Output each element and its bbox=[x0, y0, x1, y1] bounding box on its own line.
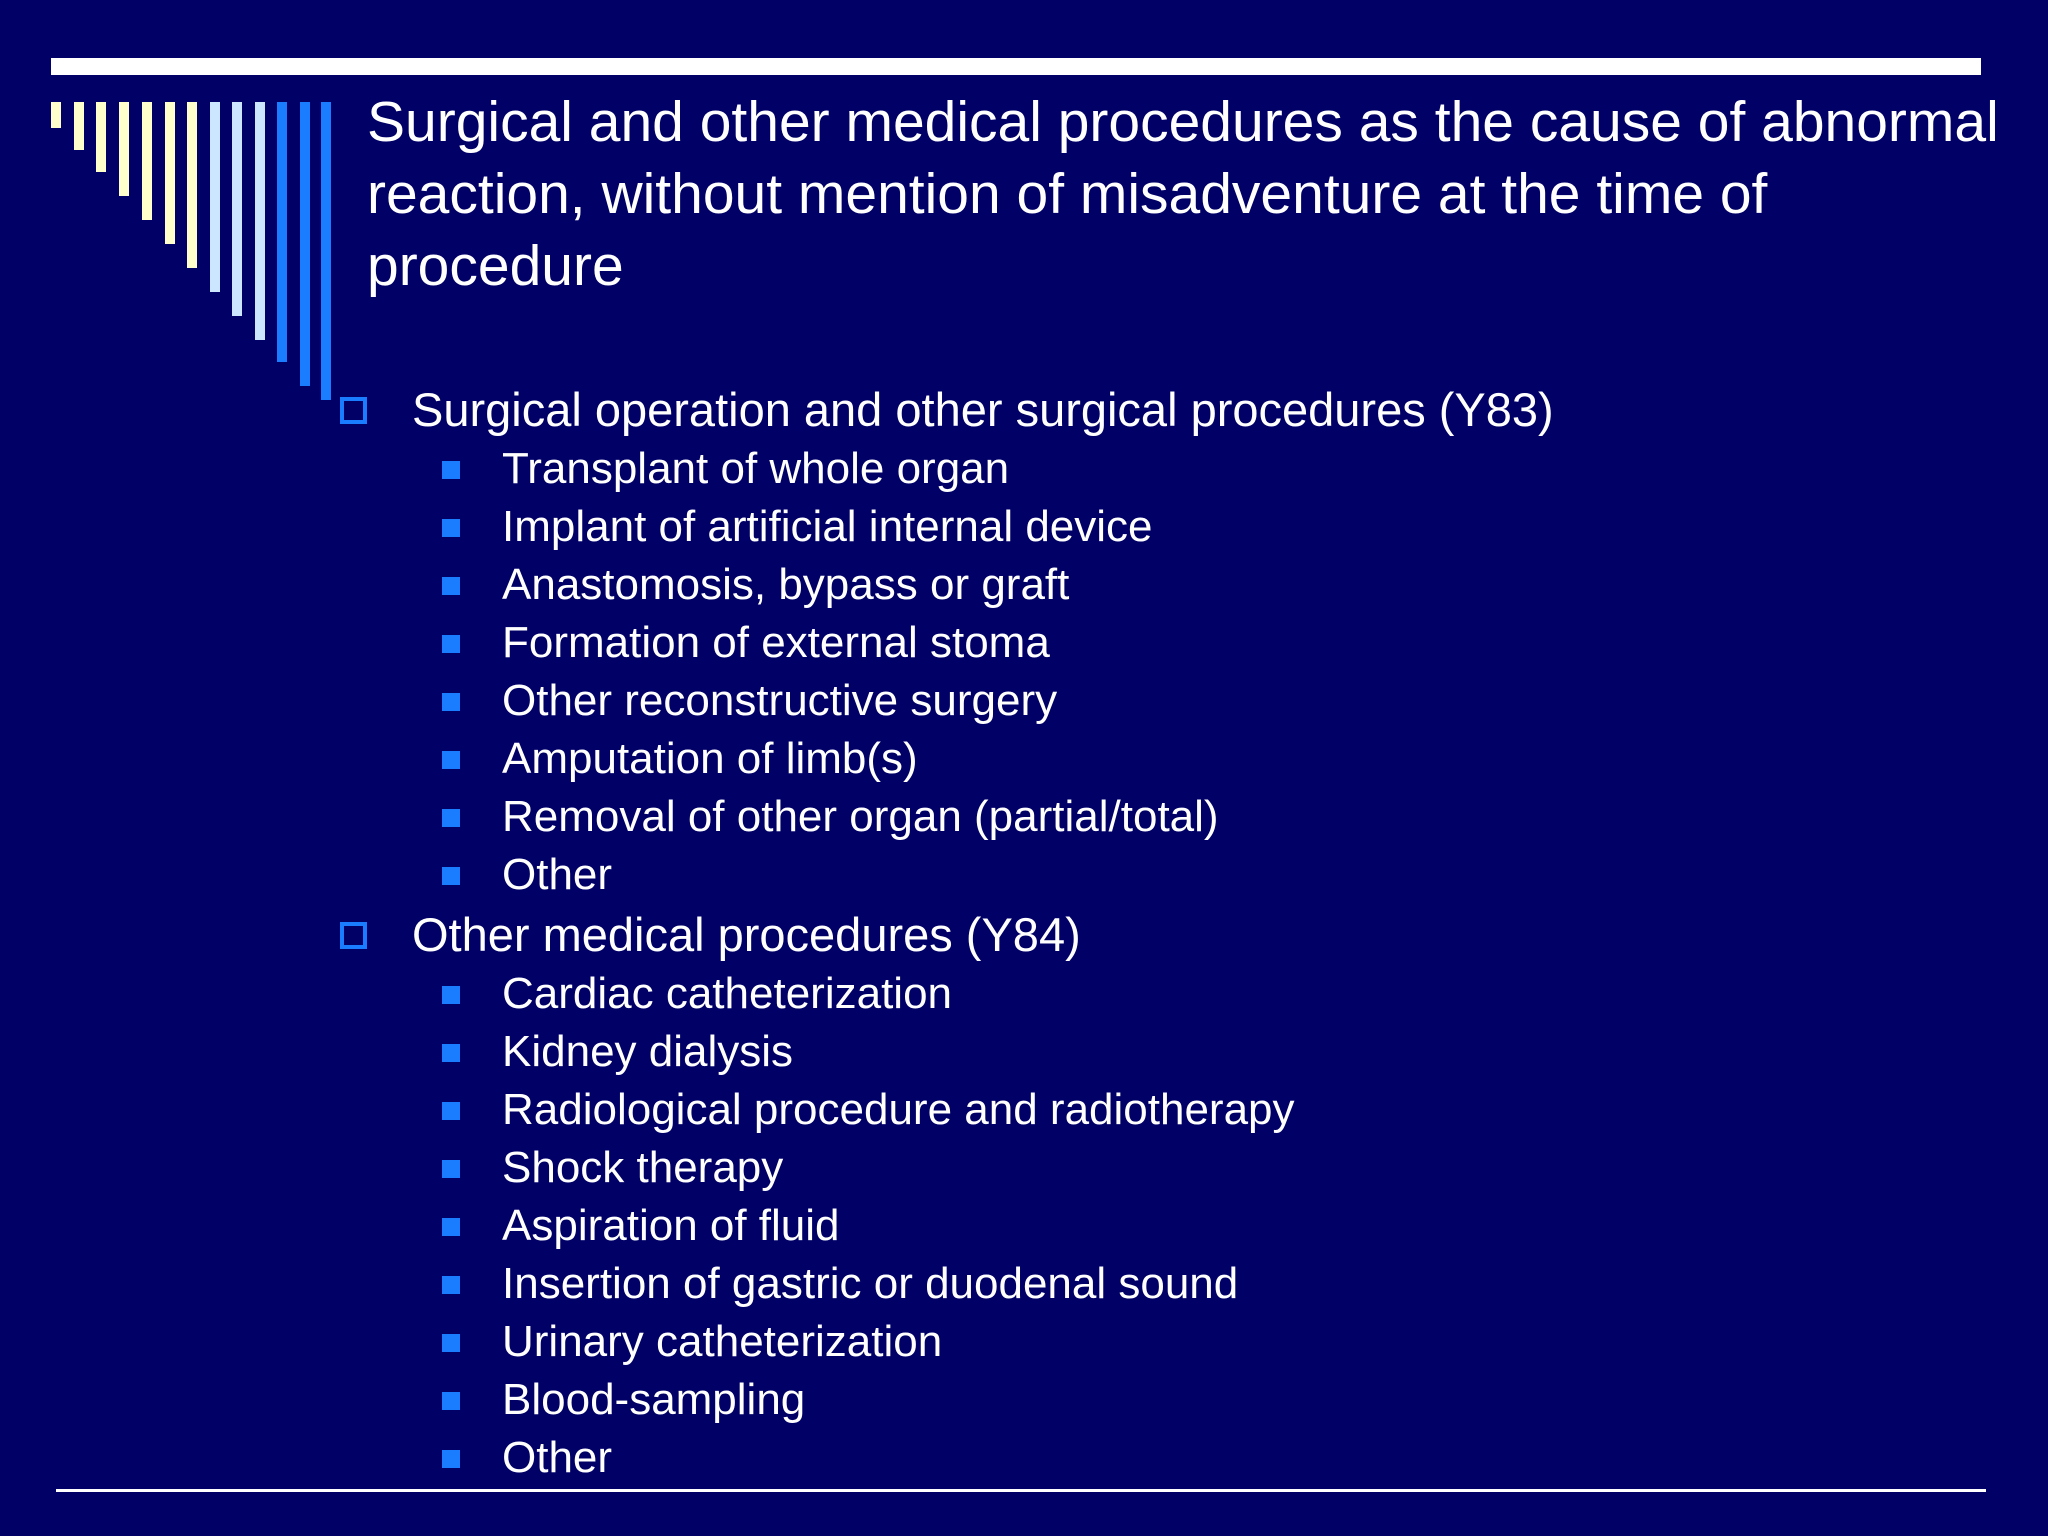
list-item: Urinary catheterization bbox=[502, 1317, 943, 1366]
list-item: Anastomosis, bypass or graft bbox=[502, 560, 1070, 609]
bottom-divider-line bbox=[56, 1489, 1986, 1492]
filled-square-bullet-icon bbox=[442, 461, 460, 479]
list-item: Removal of other organ (partial/total) bbox=[502, 792, 1219, 841]
decorative-stripes bbox=[0, 0, 340, 400]
list-item: Other bbox=[502, 1433, 613, 1482]
list-item: Formation of external stoma bbox=[502, 618, 1050, 667]
list-item: Cardiac catheterization bbox=[502, 969, 953, 1018]
list-item: Kidney dialysis bbox=[502, 1027, 794, 1076]
list-item: Other reconstructive surgery bbox=[502, 676, 1058, 725]
slide-title: Surgical and other medical procedures as the cause of abnormal reaction, without mention of misadventure at the time of procedure bbox=[367, 90, 1999, 298]
filled-square-bullet-icon bbox=[442, 1102, 460, 1120]
list-item: Amputation of limb(s) bbox=[502, 734, 918, 783]
filled-square-bullet-icon bbox=[442, 1392, 460, 1410]
list-item: Aspiration of fluid bbox=[502, 1201, 840, 1250]
filled-square-bullet-icon bbox=[442, 1276, 460, 1294]
filled-square-bullet-icon bbox=[442, 809, 460, 827]
top-divider-bar bbox=[51, 58, 1981, 75]
filled-square-bullet-icon bbox=[442, 1218, 460, 1236]
hollow-square-bullet-icon bbox=[340, 922, 367, 949]
filled-square-bullet-icon bbox=[442, 1334, 460, 1352]
filled-square-bullet-icon bbox=[442, 577, 460, 595]
section-heading: Surgical operation and other surgical procedures (Y83) bbox=[412, 383, 1554, 436]
filled-square-bullet-icon bbox=[442, 519, 460, 537]
section-heading: Other medical procedures (Y84) bbox=[412, 908, 1081, 961]
list-item: Other bbox=[502, 850, 613, 899]
filled-square-bullet-icon bbox=[442, 1044, 460, 1062]
list-item: Shock therapy bbox=[502, 1143, 784, 1192]
filled-square-bullet-icon bbox=[442, 693, 460, 711]
filled-square-bullet-icon bbox=[442, 751, 460, 769]
list-item: Transplant of whole organ bbox=[502, 444, 1010, 493]
filled-square-bullet-icon bbox=[442, 1450, 460, 1468]
list-item: Blood-sampling bbox=[502, 1375, 806, 1424]
filled-square-bullet-icon bbox=[442, 867, 460, 885]
filled-square-bullet-icon bbox=[442, 986, 460, 1004]
filled-square-bullet-icon bbox=[442, 635, 460, 653]
list-item: Radiological procedure and radiotherapy bbox=[502, 1085, 1295, 1134]
list-item: Implant of artificial internal device bbox=[502, 502, 1153, 551]
hollow-square-bullet-icon bbox=[340, 397, 367, 424]
list-item: Insertion of gastric or duodenal sound bbox=[502, 1259, 1239, 1308]
filled-square-bullet-icon bbox=[442, 1160, 460, 1178]
